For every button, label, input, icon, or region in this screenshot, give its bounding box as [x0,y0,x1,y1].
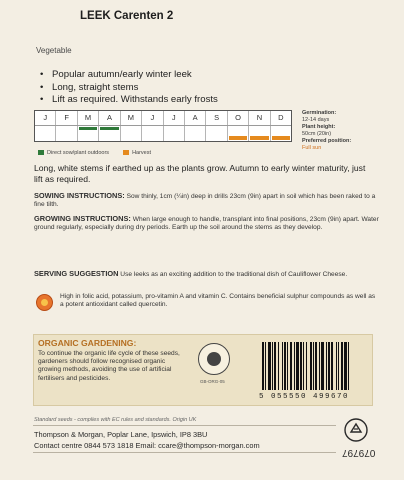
calendar-month-cell [185,126,206,141]
calendar-month-label: N [249,111,270,125]
calendar-month-cell [56,126,77,141]
barcode-bar [310,342,312,390]
feature-item: • Lift as required. Withstands early frosts [40,94,218,107]
calendar-month-cell [164,126,185,141]
organic-head: ORGANIC GARDENING: [38,338,137,348]
calendar-month-label: D [278,113,284,122]
legend-sow-label: Direct sow/plant outdoors [47,150,110,156]
barcode [260,342,380,390]
barcode-bar [278,342,279,390]
calendar-month-label: O [228,111,249,125]
sow-bar [79,127,97,130]
divider [33,452,336,453]
barcode-bar [341,342,343,390]
barcode-bar [336,342,337,390]
calendar-month-cell [206,126,227,141]
plant-height-label: Plant height: [302,124,336,130]
sowing-calendar [34,110,292,142]
divider [33,425,336,426]
calendar-month-cell [78,126,99,141]
certification-code: GB-ORG-05 [200,379,225,384]
germination-value: 12-14 days [302,117,330,123]
barcode-bar [294,342,295,390]
legal-note: Standard seeds - complies with EC rules and standards. Origin UK [34,417,197,423]
feature-item: • Long, straight stems [40,82,218,95]
calendar-month-cell [271,126,291,141]
calendar-month-label: A [99,111,120,125]
barcode-bar [300,342,302,390]
growing-text: When large enough to handle, transplant into final positions, 23cm (9in) apart. Water ground regularly, especially during dry periods. Earth up the soil around the stems as they develop. [34,216,379,232]
barcode-bar [331,342,333,390]
sowing-text: Sow thinly, 1cm (¼in) deep in drills 23cm (9in) apart in soil which has been raked to a fine tilth. [34,193,376,209]
growing-head: GROWING INSTRUCTIONS: [34,214,131,223]
germination-label: Germination: [302,110,337,116]
plant-height-value: 50cm (20in) [302,131,332,137]
calendar-month-cell [99,126,120,141]
sow-bar [100,127,118,130]
calendar-month-label: M [78,111,99,125]
barcode-bar [344,342,347,390]
calendar-month-label: S [206,111,227,125]
calendar-month-label: F [56,111,77,125]
recycle-icon [343,417,369,443]
product-description: Long, white stems if earthed up as the plants grow. Autumn to early winter maturity, just lift as required. [34,163,366,184]
barcode-bar [265,342,266,390]
barcode-bar [296,342,299,390]
barcode-bar [282,342,283,390]
legend-harvest [123,150,151,156]
calendar-month-label: J [164,111,185,125]
barcode-bar [319,342,320,390]
legend-sow [38,150,109,156]
feature-item: • Popular autumn/early winter leek [40,69,218,82]
harvest-bar [229,136,247,140]
barcode-bar [303,342,304,390]
serving-suggestion [34,270,379,279]
barcode-bar [328,342,330,390]
calendar-legend [38,150,151,156]
barcode-digits: 5 055550 499670 [259,393,350,401]
position-label: Preferred position: [302,138,352,144]
organic-panel [33,334,373,406]
calendar-month-cell [142,126,163,141]
calendar-month-label: M [121,111,142,125]
product-title: LEEK Carenten 2 [80,10,174,22]
barcode-bar [338,342,339,390]
feature-list [40,69,218,107]
calendar-month-cell [228,126,249,141]
barcode-bar [313,342,314,390]
nutrition-icon [36,294,53,311]
calendar-month-cell [35,126,56,141]
harvest-swatch [123,150,129,155]
serving-text: Use leeks as an exciting addition to the traditional dish of Cauliflower Cheese. [118,271,348,278]
barcode-bar [272,342,273,390]
legend-harvest-label: Harvest [132,150,152,156]
calendar-months-row [35,111,291,126]
nutrition-text: High in folic acid, potassium, pro-vitamin A and vitamin C. Contains beneficial sulphur compounds as well as a potent antioxidant called quercetin. [60,293,376,309]
barcode-bar [274,342,276,390]
barcode-bar [284,342,286,390]
sow-swatch [38,150,44,155]
barcode-bar [290,342,292,390]
company-contact: Contact centre 0844 573 1818 Email: ccare@thompson-morgan.com [34,441,260,450]
calendar-month-cell [121,126,142,141]
soil-association-icon [207,352,221,366]
position-value: Full sun [302,145,322,151]
calendar-month-label: J [142,111,163,125]
barcode-bar [348,342,349,390]
serving-head: SERVING SUGGESTION [34,269,119,278]
barcode-bar [287,342,288,390]
product-category: Vegetable [36,46,72,55]
growing-facts [302,110,351,152]
calendar-bars-row [35,126,291,141]
sowing-instructions [34,192,379,210]
barcode-bar [315,342,317,390]
barcode-bar [268,342,271,390]
barcode-bar [306,342,307,390]
product-code: 079797 [342,447,376,458]
harvest-bar [250,136,268,140]
barcode-bar [262,342,264,390]
calendar-month-label: J [35,111,56,125]
calendar-month-cell [249,126,270,141]
organic-body: To continue the organic life cycle of these seeds, gardeners should follow recognised organic growing methods, avoiding the use of artificial fertilisers and pesticides. [38,350,180,382]
soil-association-logo [198,343,230,375]
barcode-bar [326,342,327,390]
barcode-bar [321,342,324,390]
calendar-month-label: A [185,111,206,125]
sowing-head: SOWING INSTRUCTIONS: [34,191,125,200]
company-address: Thompson & Morgan, Poplar Lane, Ipswich, IP8 3BU [34,430,208,439]
growing-instructions [34,215,379,233]
harvest-bar [272,136,290,140]
